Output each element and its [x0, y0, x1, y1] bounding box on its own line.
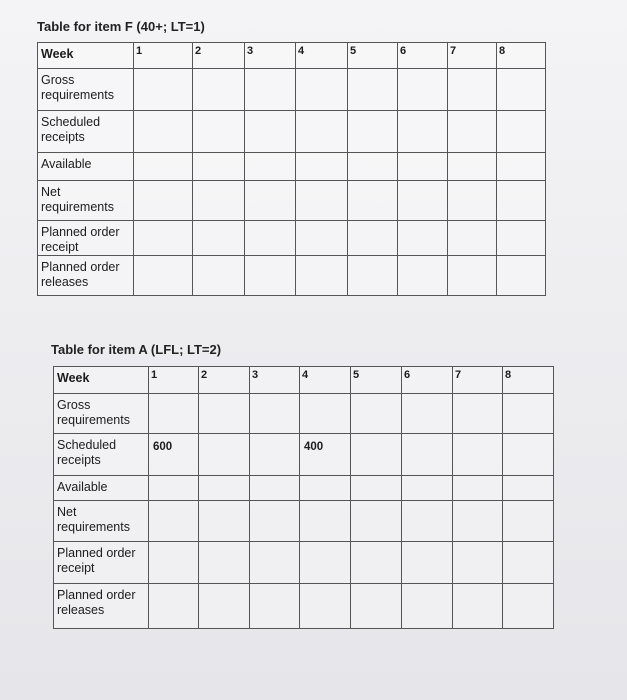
- table-cell[interactable]: [250, 584, 300, 629]
- table-row: [54, 584, 554, 629]
- table-cell[interactable]: [448, 153, 497, 181]
- table-cell[interactable]: [453, 501, 503, 542]
- week-1-header: 1: [134, 43, 193, 69]
- table-cell[interactable]: [402, 434, 453, 476]
- table-cell[interactable]: [134, 256, 193, 296]
- table-cell[interactable]: [348, 181, 398, 221]
- table-cell[interactable]: [402, 476, 453, 501]
- table-cell[interactable]: [193, 181, 245, 221]
- table-cell[interactable]: [300, 542, 351, 584]
- table-row: [54, 501, 554, 542]
- week-2-header: 2: [193, 43, 245, 69]
- table-cell[interactable]: [245, 256, 296, 296]
- table-cell[interactable]: [351, 584, 402, 629]
- row-label: Planned order receipt: [54, 542, 149, 584]
- table-cell[interactable]: [134, 69, 193, 111]
- table-cell[interactable]: [497, 256, 546, 296]
- table-cell[interactable]: [398, 153, 448, 181]
- table-cell[interactable]: [296, 256, 348, 296]
- table-cell[interactable]: [398, 181, 448, 221]
- week-3-header: 3: [250, 367, 300, 394]
- table-cell[interactable]: [245, 111, 296, 153]
- week-header-cell: Week: [54, 367, 149, 394]
- table-cell[interactable]: [300, 476, 351, 501]
- table-a-title: Table for item A (LFL; LT=2): [51, 342, 222, 357]
- table-cell[interactable]: [300, 584, 351, 629]
- table-a-header-row: [54, 367, 554, 394]
- table-cell[interactable]: [348, 153, 398, 181]
- table-cell[interactable]: [351, 434, 402, 476]
- table-row: [38, 111, 546, 153]
- table-cell[interactable]: [199, 501, 250, 542]
- table-cell[interactable]: [497, 111, 546, 153]
- mrp-table-item-a: [53, 366, 554, 629]
- row-label: Planned order releases: [38, 256, 134, 296]
- row-label: Scheduled receipts: [54, 434, 149, 476]
- table-cell[interactable]: [300, 501, 351, 542]
- table-cell[interactable]: [149, 501, 199, 542]
- table-cell[interactable]: [199, 584, 250, 629]
- table-cell[interactable]: [497, 221, 546, 256]
- table-cell[interactable]: [199, 434, 250, 476]
- table-cell[interactable]: [497, 69, 546, 111]
- row-label: Available: [54, 476, 149, 501]
- table-cell[interactable]: [193, 69, 245, 111]
- table-cell[interactable]: [503, 476, 554, 501]
- table-cell[interactable]: [453, 542, 503, 584]
- table-cell[interactable]: [503, 542, 554, 584]
- table-cell[interactable]: [296, 181, 348, 221]
- table-row: [54, 434, 554, 476]
- table-cell[interactable]: [351, 501, 402, 542]
- week-8-header: 8: [497, 43, 546, 69]
- table-cell[interactable]: [245, 181, 296, 221]
- table-row: [54, 542, 554, 584]
- table-cell[interactable]: [296, 111, 348, 153]
- table-cell[interactable]: [398, 256, 448, 296]
- table-cell[interactable]: [448, 256, 497, 296]
- table-cell[interactable]: [402, 584, 453, 629]
- table-cell[interactable]: [402, 501, 453, 542]
- table-cell[interactable]: 600: [149, 434, 199, 476]
- table-cell[interactable]: [448, 181, 497, 221]
- row-label: Net requirements: [38, 181, 134, 221]
- week-6-header: 6: [402, 367, 453, 394]
- table-cell[interactable]: [351, 542, 402, 584]
- table-cell[interactable]: [296, 69, 348, 111]
- row-label: Scheduled receipts: [38, 111, 134, 153]
- table-cell[interactable]: [149, 542, 199, 584]
- table-cell[interactable]: [199, 394, 250, 434]
- week-7-header: 7: [453, 367, 503, 394]
- table-cell[interactable]: [348, 69, 398, 111]
- table-cell[interactable]: [453, 434, 503, 476]
- table-cell[interactable]: [448, 221, 497, 256]
- table-row: [54, 476, 554, 501]
- week-1-header: 1: [149, 367, 199, 394]
- row-label: Gross requirements: [38, 69, 134, 111]
- table-cell[interactable]: [245, 221, 296, 256]
- table-cell[interactable]: [199, 476, 250, 501]
- table-cell[interactable]: [497, 181, 546, 221]
- table-cell[interactable]: [149, 476, 199, 501]
- week-4-header: 4: [296, 43, 348, 69]
- row-label: Gross requirements: [54, 394, 149, 434]
- week-8-header: 8: [503, 367, 554, 394]
- table-cell[interactable]: [250, 501, 300, 542]
- table-cell[interactable]: [348, 256, 398, 296]
- table-row: [38, 181, 546, 221]
- week-3-header: 3: [245, 43, 296, 69]
- table-cell[interactable]: [398, 69, 448, 111]
- table-cell[interactable]: [351, 394, 402, 434]
- table-row: [38, 221, 546, 256]
- table-cell[interactable]: [351, 476, 402, 501]
- table-cell[interactable]: [245, 153, 296, 181]
- table-cell[interactable]: [296, 153, 348, 181]
- table-cell[interactable]: [134, 181, 193, 221]
- table-f-title: Table for item F (40+; LT=1): [37, 19, 205, 34]
- table-cell[interactable]: [149, 394, 199, 434]
- table-cell[interactable]: [134, 153, 193, 181]
- week-5-header: 5: [348, 43, 398, 69]
- table-cell[interactable]: [453, 394, 503, 434]
- table-cell[interactable]: [348, 221, 398, 256]
- table-cell[interactable]: [250, 394, 300, 434]
- table-cell[interactable]: [448, 69, 497, 111]
- row-label: Net requirements: [54, 501, 149, 542]
- table-cell[interactable]: [453, 584, 503, 629]
- week-4-header: 4: [300, 367, 351, 394]
- table-row: [38, 256, 546, 296]
- table-row: [54, 394, 554, 434]
- table-cell[interactable]: [348, 111, 398, 153]
- week-7-header: 7: [448, 43, 497, 69]
- table-row: [38, 153, 546, 181]
- table-cell[interactable]: [296, 221, 348, 256]
- table-cell[interactable]: [453, 476, 503, 501]
- row-label: Planned order releases: [54, 584, 149, 629]
- table-cell[interactable]: [149, 584, 199, 629]
- table-cell[interactable]: [193, 111, 245, 153]
- week-2-header: 2: [199, 367, 250, 394]
- table-cell[interactable]: [398, 111, 448, 153]
- table-cell[interactable]: [398, 221, 448, 256]
- week-5-header: 5: [351, 367, 402, 394]
- table-cell[interactable]: [245, 69, 296, 111]
- table-cell[interactable]: [497, 153, 546, 181]
- table-cell[interactable]: [193, 256, 245, 296]
- table-cell[interactable]: [402, 542, 453, 584]
- table-cell[interactable]: [503, 584, 554, 629]
- table-cell[interactable]: [250, 542, 300, 584]
- table-cell[interactable]: [134, 221, 193, 256]
- table-cell[interactable]: 400: [300, 434, 351, 476]
- table-cell[interactable]: [193, 221, 245, 256]
- table-cell[interactable]: [448, 111, 497, 153]
- table-cell[interactable]: [503, 501, 554, 542]
- table-cell[interactable]: [250, 434, 300, 476]
- table-cell[interactable]: [134, 111, 193, 153]
- week-6-header: 6: [398, 43, 448, 69]
- table-f-header-row: [38, 43, 546, 69]
- table-cell[interactable]: [199, 542, 250, 584]
- table-cell[interactable]: [193, 153, 245, 181]
- table-cell[interactable]: [300, 394, 351, 434]
- row-label: Available: [38, 153, 134, 181]
- row-label: Planned order receipt: [38, 221, 134, 256]
- table-cell[interactable]: [250, 476, 300, 501]
- table-cell[interactable]: [503, 394, 554, 434]
- table-row: [38, 69, 546, 111]
- table-cell[interactable]: [402, 394, 453, 434]
- week-header-cell: Week: [38, 43, 134, 69]
- table-cell[interactable]: [503, 434, 554, 476]
- mrp-table-item-f: [37, 42, 546, 296]
